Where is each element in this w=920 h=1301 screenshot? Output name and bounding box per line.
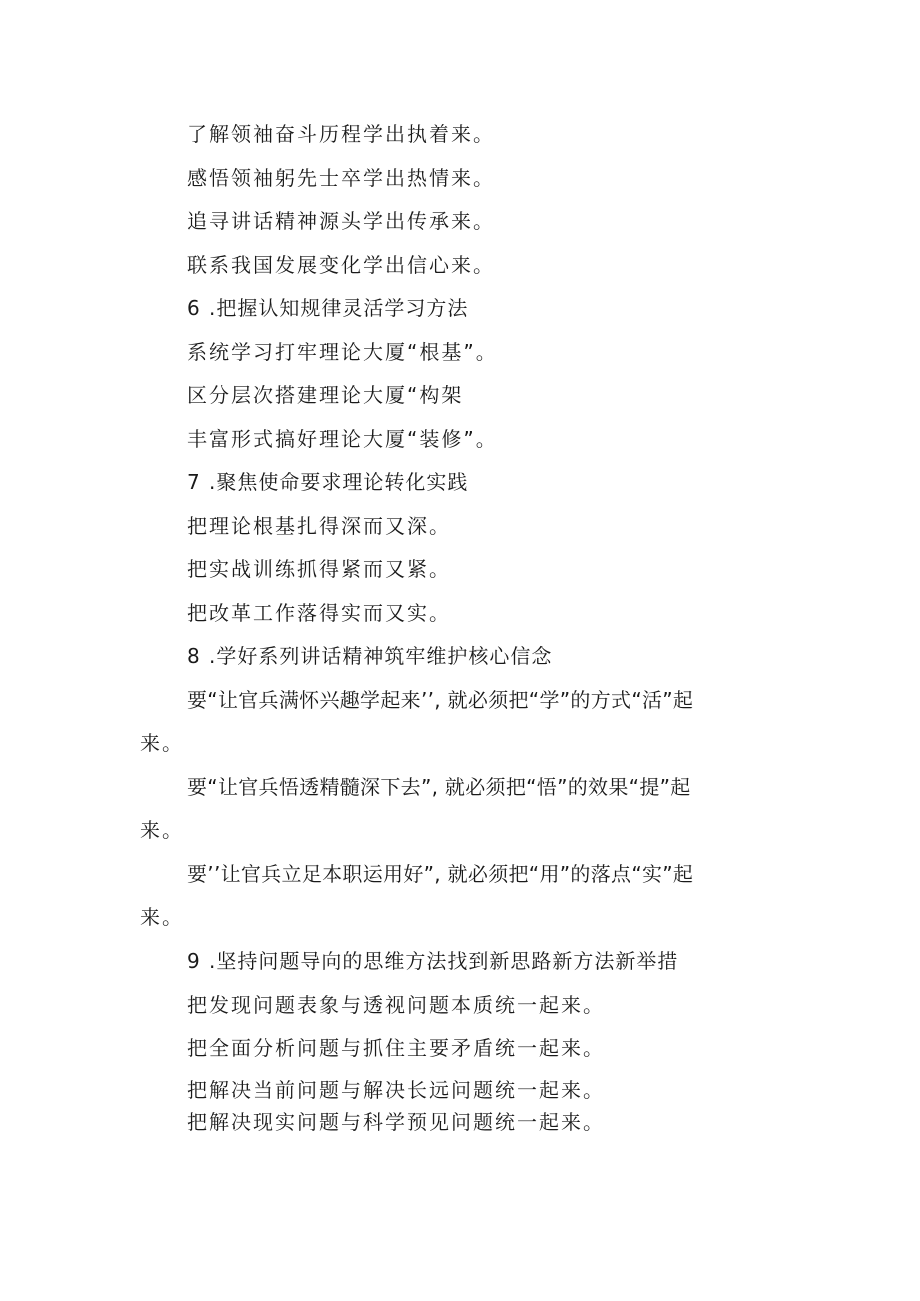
text-line: 把全面分析问题与抓住主要矛盾统一起来。 (187, 1036, 605, 1060)
text-line: 把理论根基扎得深而又深。 (187, 514, 451, 538)
text-line: 把发现问题表象与透视问题本质统一起来。 (187, 993, 605, 1017)
section-number: 9 (187, 949, 201, 973)
section-number: 6 (187, 296, 201, 320)
text-line: 系统学习打牢理论大厦“根基”。 (187, 340, 498, 364)
paragraph-first-line: 要’’让官兵立足本职运用好”, 就必须把“用”的落点“实”起 (187, 862, 694, 886)
text-line: 感悟领袖躬先士卒学出热情来。 (187, 166, 495, 190)
text-line: 把改革工作落得实而又实。 (187, 601, 451, 625)
section-heading-9 (187, 947, 678, 975)
paragraph-first-line: 要“让官兵悟透精髓深下去”, 就必须把“悟”的效果“提”起 (187, 775, 691, 799)
text-line: 把实战训练抓得紧而又紧。 (187, 557, 451, 581)
text-line: 把解决当前问题与解决长远问题统一起来。 (187, 1078, 605, 1102)
section-number: 7 (187, 470, 201, 494)
section-number: 8 (187, 644, 201, 668)
section-heading-8 (187, 642, 552, 670)
text-line: 追寻讲话精神源头学出传承来。 (187, 209, 495, 233)
section-title: .把握认知规律灵活学习方法 (209, 296, 469, 320)
section-title: .学好系列讲话精神筑牢维护核心信念 (209, 644, 553, 668)
section-heading-6 (187, 294, 468, 322)
paragraph-continuation: 来。 (140, 818, 184, 842)
section-heading-7 (187, 468, 468, 496)
text-line: 联系我国发展变化学出信心来。 (187, 253, 495, 277)
paragraph (140, 853, 786, 939)
section-title: .坚持问题导向的思维方法找到新思路新方法新举措 (209, 949, 679, 973)
text-line: 把解决现实问题与科学预见问题统一起来。 (187, 1110, 605, 1134)
paragraph (140, 679, 786, 765)
paragraph-continuation: 来。 (140, 905, 184, 929)
paragraph-first-line: 要“让官兵满怀兴趣学起来’’, 就必须把“学”的方式“活”起 (187, 688, 694, 712)
text-line: 丰富形式搞好理论大厦“装修”。 (187, 427, 498, 451)
paragraph (140, 766, 786, 852)
section-title: .聚焦使命要求理论转化实践 (209, 470, 469, 494)
text-line: 了解领袖奋斗历程学出执着来。 (187, 122, 495, 146)
text-line: 区分层次搭建理论大厦“构架 (187, 383, 464, 407)
paragraph-continuation: 来。 (140, 731, 184, 755)
